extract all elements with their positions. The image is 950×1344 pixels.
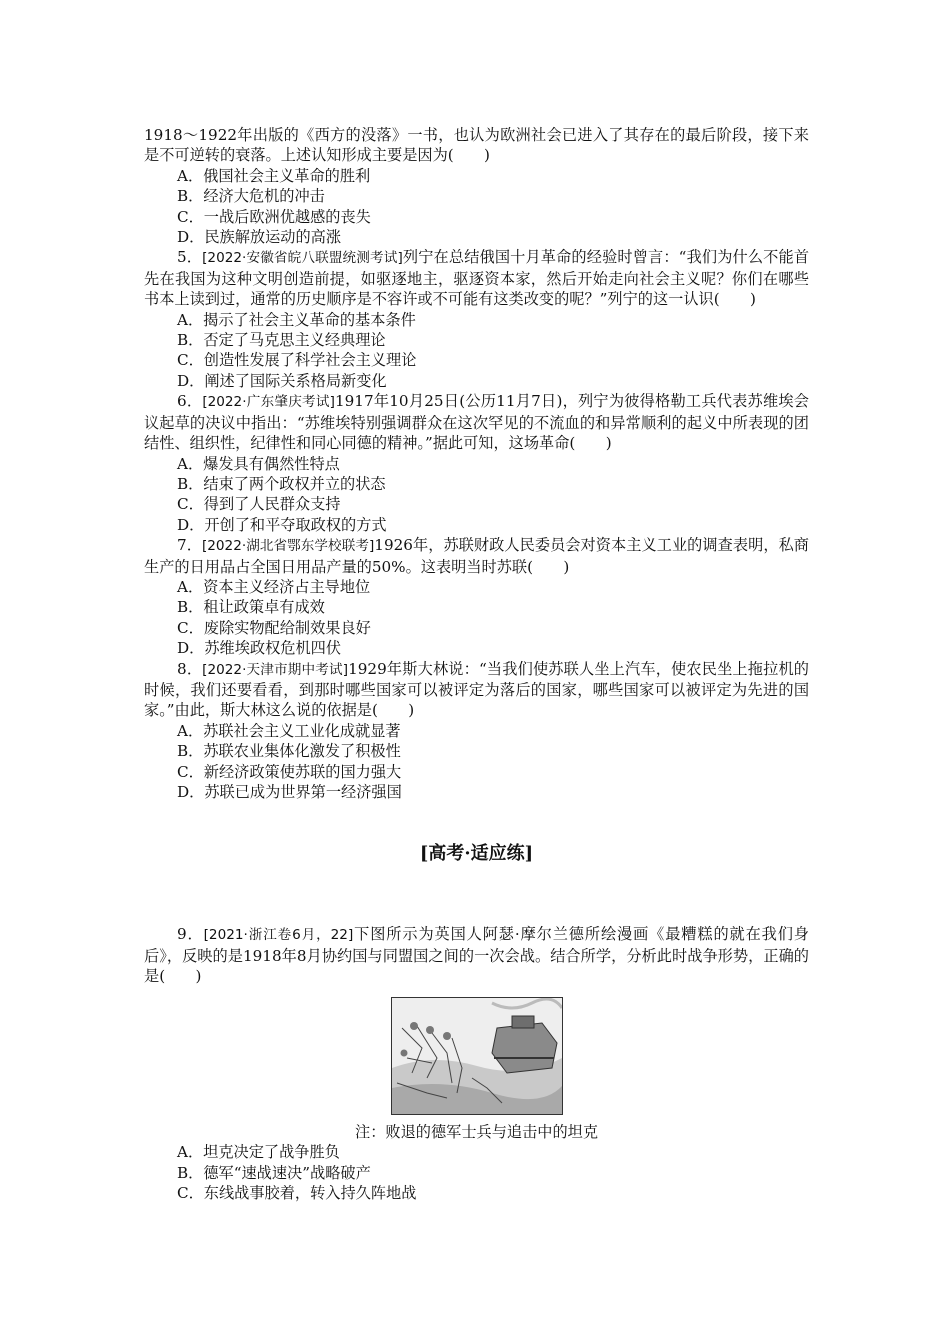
- question-number: 7．: [177, 536, 202, 555]
- question-text: 1926年，苏联财政人民委员会对资本主义工业的调查表明，私商生产的日用品占全国日用品产量的50%。这表明当时苏联( ): [144, 536, 809, 576]
- question-5-option-a: A．揭示了社会主义革命的基本条件: [177, 310, 416, 329]
- question-source: [2022·湖北省鄂东学校联考]: [201, 538, 375, 555]
- content-column: [144, 125, 809, 1204]
- intro-option-c: C．一战后欧洲优越感的丧失: [177, 207, 371, 226]
- intro-stem: 1918～1922年出版的《西方的没落》一书，也认为欧洲社会已进入了其存在的最后阶段，接下来是不可逆转的衰落。上述认知形成主要是因为( ): [144, 126, 809, 165]
- question-5-option-b: B．否定了马克思主义经典理论: [177, 331, 386, 350]
- question-8-stem: [144, 659, 809, 721]
- question-8-option-a: A．苏联社会主义工业化成就显著: [177, 721, 401, 740]
- intro-option-a: A．俄国社会主义革命的胜利: [177, 166, 371, 185]
- question-text: 1917年10月25日(公历11月7日)，列宁为彼得格勒工兵代表苏维埃会议起草的决议中指出：“苏维埃特别强调群众在这次罕见的不流血的和异常顺利的起义中所表现的团结性、组织性，纪律性和同心同德的精神。”据此可知，这场革命( ): [144, 392, 809, 453]
- question-6-stem: [144, 391, 809, 453]
- question-7-option-b: B．租让政策卓有成效: [177, 598, 325, 617]
- question-6-option-c: C．得到了人民群众支持: [177, 495, 341, 514]
- question-text: 列宁在总结俄国十月革命的经验时曾言：“我们为什么不能首先在我国为这种文明创造前提，如驱逐地主，驱逐资本家，然后开始走向社会主义呢？你们在哪些书本上读到过，通常的历史顺序是不容许或不可能有这类改变的呢？”列宁的这一认识( ): [144, 248, 810, 309]
- intro-option-b: B．经济大危机的冲击: [177, 187, 325, 206]
- question-source: [2022·安徽省皖八联盟统测考试]: [202, 250, 403, 267]
- question-9-stem: [144, 924, 809, 986]
- question-5-stem: [144, 247, 809, 309]
- question-9-option-b: B．德军“速战速决”战略破产: [177, 1163, 371, 1182]
- figure-caption: 注：败退的德军士兵与追击中的坦克: [355, 1123, 598, 1142]
- question-5-option-d: D．阐述了国际关系格局新变化: [177, 371, 387, 390]
- question-source: [2022·天津市期中考试]: [202, 661, 349, 678]
- question-number: 8．: [177, 659, 203, 678]
- question-number: 6．: [177, 392, 203, 411]
- question-text: 下图所示为英国人阿瑟·摩尔兰德所绘漫画《最糟糕的就在我们身后》，反映的是1918年8月协约国与同盟国之间的一次会战。结合所学，分析此时战争形势，正确的是( ): [144, 925, 809, 986]
- intro-option-d: D．民族解放运动的高涨: [177, 228, 342, 247]
- question-text: 1929年斯大林说：“当我们使苏联人坐上汽车，使农民坐上拖拉机的时候，我们还要看看，到那时哪些国家可以被评定为落后的国家，哪些国家可以被评定为先进的国家。”由此，斯大林这么说的依据是( ): [144, 659, 809, 720]
- question-6-option-a: A．爆发具有偶然性特点: [177, 454, 340, 473]
- question-8-option-b: B．苏联农业集体化激发了积极性: [177, 742, 401, 761]
- section-title: [高考·适应练]: [419, 843, 534, 865]
- question-6-option-d: D．开创了和平夺取政权的方式: [177, 515, 387, 534]
- question-7-option-a: A．资本主义经济占主导地位: [177, 577, 371, 596]
- question-7-option-d: D．苏维埃政权危机四伏: [177, 639, 342, 658]
- question-number: 5．: [177, 248, 203, 267]
- question-5-option-c: C．创造性发展了科学社会主义理论: [177, 351, 417, 370]
- question-8-option-c: C．新经济政策使苏联的国力强大: [177, 762, 402, 781]
- cartoon-sketch: [392, 998, 562, 1114]
- question-source: [2022·广东肇庆考试]: [202, 394, 335, 411]
- cartoon-illustration: [391, 997, 563, 1115]
- question-number: 9．: [177, 925, 204, 944]
- question-9-option-c: C．东线战事胶着，转入持久阵地战: [177, 1184, 417, 1203]
- cartoon-figure-wrap: [144, 997, 809, 1120]
- question-7-option-c: C．废除实物配给制效果良好: [177, 618, 371, 637]
- question-6-option-b: B．结束了两个政权并立的状态: [177, 474, 386, 493]
- question-8-option-d: D．苏联已成为世界第一经济强国: [177, 783, 402, 801]
- question-9-option-a: A．坦克决定了战争胜负: [177, 1143, 340, 1162]
- question-source: [2021·浙江卷6月，22]: [203, 927, 354, 944]
- question-7-stem: [144, 535, 809, 577]
